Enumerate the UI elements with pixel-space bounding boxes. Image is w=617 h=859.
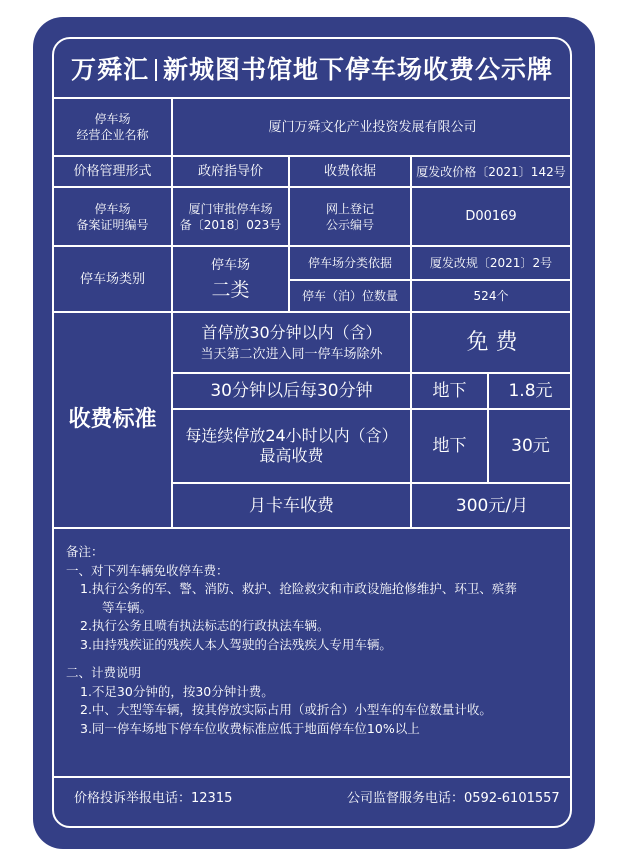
spaces-label: 停车（泊）位数量 bbox=[301, 289, 398, 303]
per30-label: 30分钟以后每30分钟 bbox=[210, 381, 373, 401]
notes-spacer bbox=[66, 654, 566, 664]
grid-line bbox=[52, 527, 572, 529]
fee-standard-label: 收费标准 bbox=[68, 407, 157, 432]
free-period bbox=[173, 313, 410, 372]
online-value: D00169 bbox=[465, 209, 517, 224]
per30-price: 1.8元 bbox=[508, 381, 553, 401]
class-basis-value: 厦发改规〔2021〕2号 bbox=[429, 256, 553, 270]
cap-price: 30元 bbox=[511, 436, 550, 456]
supervision-hotline: 公司监督服务电话：0592-6101557 bbox=[347, 791, 560, 806]
operator-label-text: 停车场 经营企业名称 bbox=[76, 112, 149, 142]
notes-item: 2.执行公务且喷有执法标志的行政执法车辆。 bbox=[80, 618, 330, 633]
monthly-label: 月卡车收费 bbox=[249, 495, 334, 516]
complaint-hotline: 价格投诉举报电话：12315 bbox=[74, 791, 233, 806]
notes bbox=[66, 543, 566, 738]
category-value bbox=[173, 247, 288, 311]
notes-item: 等车辆。 bbox=[102, 599, 153, 615]
cap-location: 地下 bbox=[432, 436, 467, 456]
notes-item: 1.不足30分钟的，按30分钟计费。 bbox=[80, 683, 274, 699]
notes-item: 1.执行公务的军、警、消防、救护、抢险救灾和市政设施抢修维护、环卫、殡葬 bbox=[80, 581, 517, 596]
per30-location: 地下 bbox=[432, 381, 467, 401]
free-value: 免 费 bbox=[466, 329, 518, 355]
price-form-label: 价格管理形式 bbox=[73, 164, 152, 179]
fee-basis-label: 收费依据 bbox=[323, 164, 376, 179]
title-text: 新城图书馆地下停车场收费公示牌 bbox=[163, 55, 554, 84]
category-value-bottom: 二类 bbox=[211, 278, 250, 301]
notes-item: 3.由持残疾证的残疾人本人驾驶的合法残疾人专用车辆。 bbox=[80, 636, 392, 652]
operator-value: 厦门万舜文化产业投资发展有限公司 bbox=[268, 119, 477, 135]
notes-heading: 备注： bbox=[66, 544, 104, 559]
cap-label: 每连续停放24小时以内（含） 最高收费 bbox=[185, 426, 398, 465]
free-period-line1: 首停放30分钟以内（含） bbox=[201, 322, 382, 342]
filing-label: 停车场 备案证明编号 bbox=[76, 201, 149, 232]
notes-section2: 二、计费说明 bbox=[66, 665, 142, 680]
notes-item: 2.中、大型等车辆，按其停放实际占用（或折合）小型车的车位数量计收。 bbox=[80, 702, 492, 717]
monthly-price: 300元/月 bbox=[455, 495, 529, 516]
title-separator bbox=[155, 59, 157, 81]
spaces-value: 524个 bbox=[473, 289, 509, 303]
filing-value: 厦门审批停车场 备〔2018〕023号 bbox=[179, 201, 282, 232]
grid-line bbox=[52, 776, 572, 778]
notes-section1: 一、对下列车辆免收停车费： bbox=[66, 562, 229, 578]
sign-title bbox=[52, 44, 572, 96]
price-form-value: 政府指导价 bbox=[197, 164, 263, 179]
notes-item: 3.同一停车场地下停车位收费标准应低于地面停车位10%以上 bbox=[80, 720, 420, 736]
brand-name: 万舜汇 bbox=[70, 55, 149, 84]
operator-label bbox=[54, 99, 171, 155]
free-period-line2: 当天第二次进入同一停车场除外 bbox=[200, 346, 383, 362]
fee-basis-value: 厦发改价格〔2021〕142号 bbox=[416, 164, 566, 179]
category-label: 停车场类别 bbox=[79, 271, 145, 287]
class-basis-label: 停车场分类依据 bbox=[307, 256, 392, 270]
category-value-top: 停车场 bbox=[210, 257, 250, 273]
online-label: 网上登记 公示编号 bbox=[325, 201, 374, 232]
